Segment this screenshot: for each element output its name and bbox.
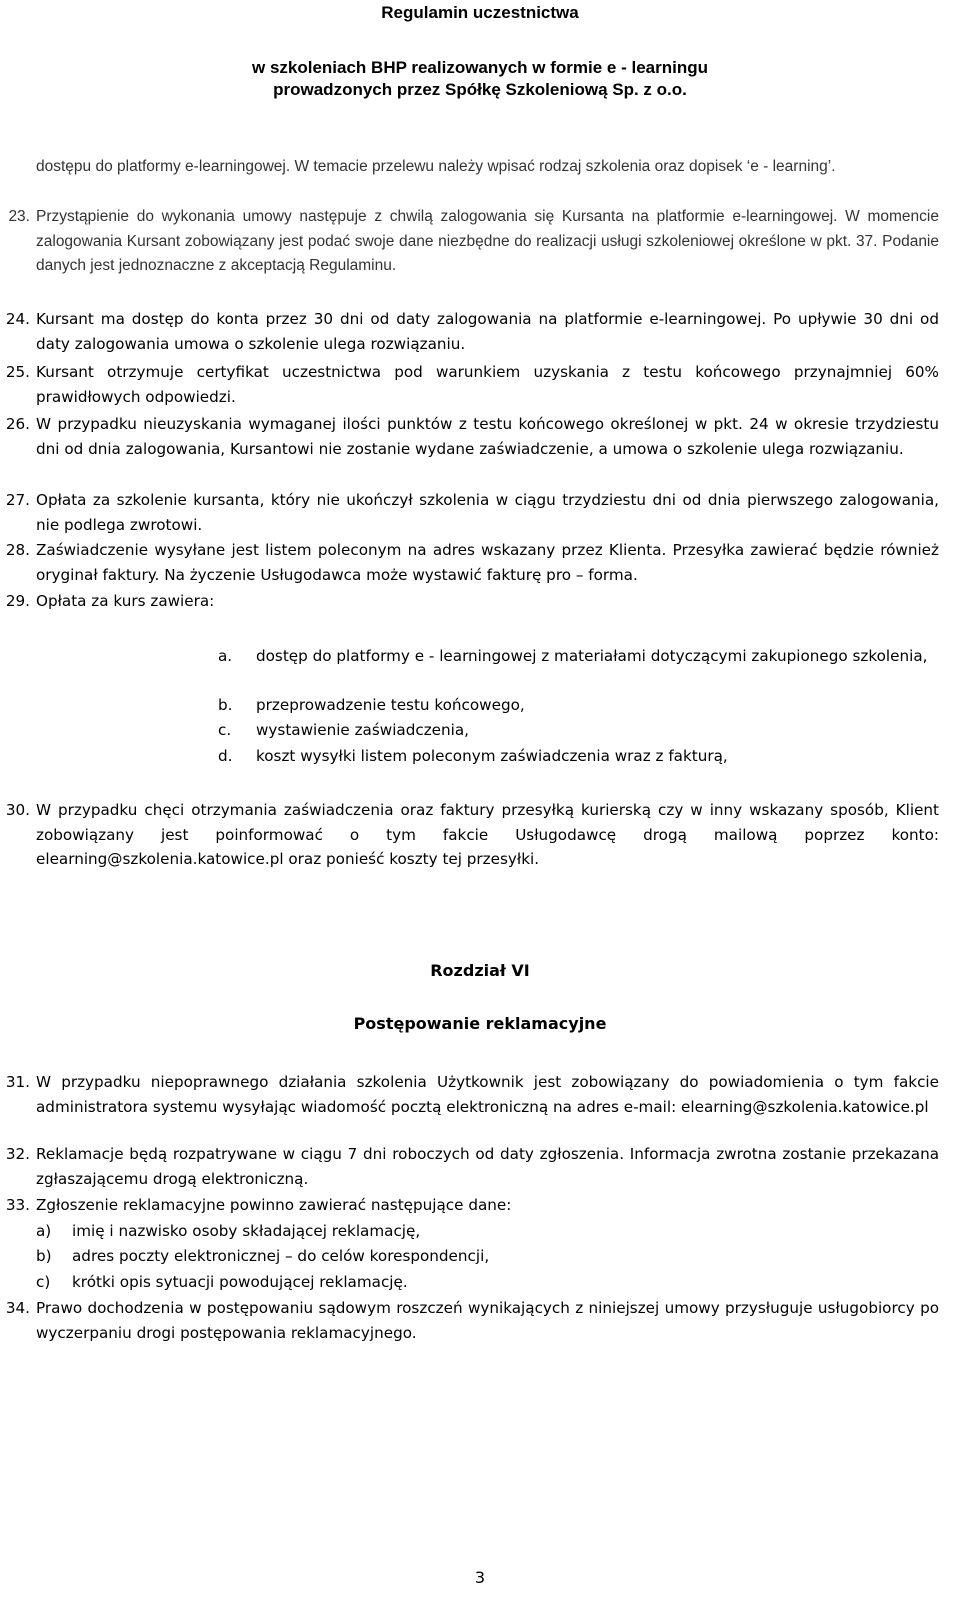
doc-subtitle-line2: prowadzonych przez Spółkę Szkoleniową Sp. z o.o. xyxy=(273,80,687,99)
item-text: Kursant ma dostęp do konta przez 30 dni od daty zalogowania na platformie e-learningowej. Po upływie 30 dni od daty zalogowania umowa o szkolenie ulega rozwiązaniu. xyxy=(36,310,939,353)
sublist-text: dostęp do platformy e - learningowej z materiałami dotyczącymi zakupionego szkolenia, xyxy=(256,647,928,665)
item-text: W przypadku nieuzyskania wymaganej ilości punktów z testu końcowego określonej w pkt. 24 w okresie trzydziestu dni od dnia zalogowania, Kursantowi nie zostanie wydane zaświadczenie, a umowa o szkolenie ulega rozwiązaniu. xyxy=(36,415,939,458)
item-number: 31. xyxy=(5,1073,30,1091)
item-text: Opłata za szkolenie kursanta, który nie ukończył szkolenia w ciągu trzydziestu dni od dnia pierwszego zalogowania, nie podlega zwrotowi. xyxy=(36,491,939,534)
doc-subtitle-line1: w szkoleniach BHP realizowanych w formie e - learningu xyxy=(252,58,708,77)
item-number: 33. xyxy=(5,1196,30,1214)
item-text: W przypadku chęci otrzymania zaświadczenia oraz faktury przesyłką kurierską czy w inny wskazany sposób, Klient zobowiązany jest poinformować o tym fakcie Usługodawcę drogą mailową poprzez konto: elearning@szkolenia.katowice.pl oraz ponieść koszty tej przesyłki. xyxy=(36,801,939,869)
continuation-paragraph: dostępu do platformy e-learningowej. W temacie przelewu należy wpisać rodzaj szkolenia oraz dopisek ‘e - learning’. xyxy=(36,158,836,175)
item-text: Prawo dochodzenia w postępowaniu sądowym roszczeń wynikających z niniejszej umowy przysługuje usługobiorcy po wyczerpaniu drogi postępowania reklamacyjnego. xyxy=(36,1299,939,1342)
sublist-letter: a) xyxy=(36,1222,52,1240)
item-text: Zaświadczenie wysyłane jest listem poleconym na adres wskazany przez Klienta. Przesyłka zawierać będzie również oryginał faktury. Na życzenie Usługodawca może wystawić fakturę pro – forma. xyxy=(36,541,939,584)
sublist-letter: b) xyxy=(36,1247,52,1265)
item-number: 25. xyxy=(5,363,30,381)
item-text: Reklamacje będą rozpatrywane w ciągu 7 dni roboczych od daty zgłoszenia. Informacja zwrotna zostanie przekazana zgłaszającemu drogą elektroniczną. xyxy=(36,1145,939,1188)
sublist-text: adres poczty elektronicznej – do celów korespondencji, xyxy=(72,1247,490,1265)
section-title: Postępowanie reklamacyjne xyxy=(353,1014,607,1033)
item-number: 27. xyxy=(5,491,30,509)
item-number: 29. xyxy=(5,592,30,610)
sublist-text: imię i nazwisko osoby składającej reklamację, xyxy=(72,1222,421,1240)
item-text: Kursant otrzymuje certyfikat uczestnictwa pod warunkiem uzyskania z testu końcowego przynajmniej 60% prawidłowych odpowiedzi. xyxy=(36,363,939,406)
doc-title: Regulamin uczestnictwa xyxy=(381,3,579,22)
sublist-letter: c. xyxy=(218,721,232,739)
sublist-letter: a. xyxy=(218,647,233,665)
sublist-text: wystawienie zaświadczenia, xyxy=(256,721,470,739)
sublist-text: przeprowadzenie testu końcowego, xyxy=(256,696,525,714)
chapter-heading: Rozdział VI xyxy=(430,961,530,980)
item-number: 34. xyxy=(5,1299,30,1317)
sublist-letter: b. xyxy=(218,696,233,714)
item-number: 23. xyxy=(8,208,30,225)
sublist-letter: d. xyxy=(218,747,233,765)
item-text: Zgłoszenie reklamacyjne powinno zawierać następujące dane: xyxy=(36,1196,512,1214)
item-number: 28. xyxy=(5,541,30,559)
item-number: 24. xyxy=(5,310,30,328)
item-number: 32. xyxy=(5,1145,30,1163)
item-text: W przypadku niepoprawnego działania szkolenia Użytkownik jest zobowiązany do powiadomienia o tym fakcie administratora systemu wysyłając wiadomość pocztą elektroniczną na adres e-mail: elearning@szkolenia.katowice.pl xyxy=(36,1073,939,1116)
page-number: 3 xyxy=(474,1568,486,1587)
item-number: 26. xyxy=(5,415,30,433)
item-text: Przystąpienie do wykonania umowy następuje z chwilą zalogowania się Kursanta na platformie e-learningowej. W momencie zalogowania Kursant zobowiązany jest podać swoje dane niezbędne do realizacji usługi szkoleniowej określone w pkt. 37. Podanie danych jest jednoznaczne z akceptacją Regulaminu. xyxy=(36,208,939,275)
item-number: 30. xyxy=(5,801,30,819)
sublist-letter: c) xyxy=(36,1273,51,1291)
item-text: Opłata za kurs zawiera: xyxy=(36,592,215,610)
sublist-text: koszt wysyłki listem poleconym zaświadczenia wraz z fakturą, xyxy=(256,747,728,765)
sublist-text: krótki opis sytuacji powodującej reklamację. xyxy=(72,1273,408,1291)
